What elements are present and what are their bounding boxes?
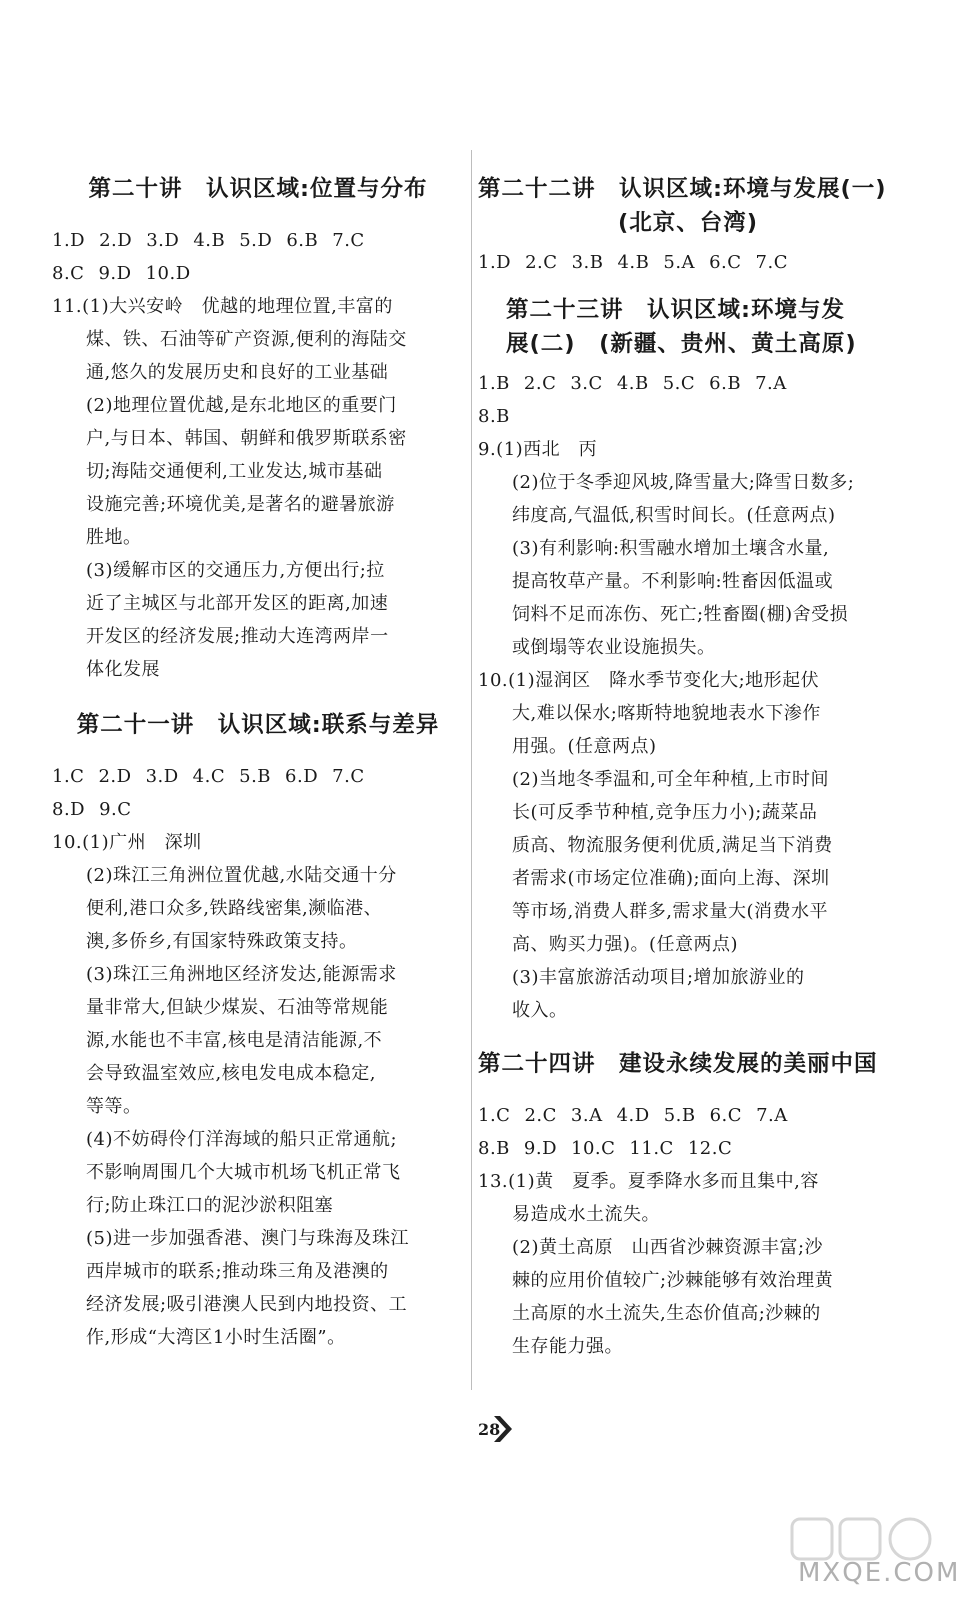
answer-item: 3.D [145,766,179,787]
answer-item: 3.D [146,230,180,251]
answers-24-row2 [478,1132,898,1165]
answer-item: 10.C [571,1138,616,1159]
answer-line: 饲料不足而冻伤、死亡;牲畜圈(棚)舍受损 [512,604,849,625]
answer-line: 收入。 [512,1000,568,1021]
answer-item: 2.C [524,1105,557,1126]
answer-item: 2.D [99,230,133,251]
answer-item: 8.B [478,1138,510,1159]
answer-line: 近了主城区与北部开发区的距离,加速 [86,593,389,614]
answer-item: 2.D [98,766,132,787]
answer-item: 3.B [571,252,604,273]
answer-line: (2)黄土高原 山西省沙棘资源丰富;沙 [512,1237,824,1258]
answer-line: (4)不妨碍伶仃洋海域的船只正常通航; [86,1129,398,1150]
question-9 [478,433,898,664]
answer-item: 8.B [478,406,510,427]
answer-item: 4.C [192,766,226,787]
answer-item: 6.C [709,1105,743,1126]
answer-line: 高、购买力强)。(任意两点) [512,934,739,955]
answer-item: 6.D [285,766,319,787]
answer-item: 9.D [98,263,132,284]
answer-line: 不影响周围几个大城市机场飞机正常飞 [86,1162,401,1183]
answer-item: 4.B [616,373,649,394]
answer-item: 7.C [755,252,788,273]
answer-line: 胜地。 [86,527,142,548]
answer-line: 煤、铁、石油等矿产资源,便利的海陆交 [86,329,407,350]
left-column [52,160,464,1354]
answer-item: 4.B [617,252,650,273]
chevron-right-icon [492,1414,514,1444]
answer-line: (2)当地冬季温和,可全年种植,上市时间 [512,769,829,790]
section-title-23-sub: 展(二) (新疆、贵州、黄土高原) [506,331,857,357]
answer-line: 作,形成“大湾区1小时生活圈”。 [86,1327,346,1348]
answer-item: 12.C [687,1138,733,1159]
answer-item: 1.D [478,252,512,273]
answer-item: 5.A [663,252,696,273]
answer-item: 2.C [525,252,558,273]
section-title-20: 第二十讲 认识区域:位置与分布 [88,176,428,202]
answer-line: (3)有利影响:积雪融水增加土壤含水量, [512,538,830,559]
answers-20-row1 [52,224,464,257]
answer-line: (3)珠江三角洲地区经济发达,能源需求 [86,964,397,985]
answer-item: 7.C [332,230,365,251]
answer-line: 切;海陆交通便利,工业发达,城市基础 [86,461,383,482]
answer-line: 或倒塌等农业设施损失。 [512,637,716,658]
answer-line: 提高牧草产量。不利影响:牲畜因低温或 [512,571,834,592]
answers-22-row1 [478,246,898,279]
answer-line: 等市场,消费人群多,需求量大(消费水平 [512,901,828,922]
answers-21-row2 [52,793,464,826]
section-title-22 [478,172,898,240]
answer-line: 用强。(任意两点) [512,736,657,757]
answer-line: (5)进一步加强香港、澳门与珠海及珠江 [86,1228,409,1249]
section-title-23-main: 第二十三讲 认识区域:环境与发 [506,297,845,323]
answer-line: 易造成水土流失。 [512,1204,660,1225]
answer-item: 3.C [570,373,603,394]
answer-line: 西岸城市的联系;推动珠三角及港澳的 [86,1261,389,1282]
answer-line: 生存能力强。 [512,1336,623,1357]
answers-20-row2 [52,257,464,290]
answer-line: 会导致温室效应,核电发电成本稳定, [86,1063,376,1084]
column-divider [471,150,472,1390]
answer-line: 大,难以保水;喀斯特地貌地表水下渗作 [512,703,821,724]
answer-line: 质高、物流服务便利优质,满足当下消费 [512,835,833,856]
answer-item: 1.D [52,230,86,251]
answer-item: 11.C [629,1138,674,1159]
answer-line: 澳,多侨乡,有国家特殊政策支持。 [86,931,358,952]
answer-line: 源,水能也不丰富,核电是清洁能源,不 [86,1030,383,1051]
answer-line: 纬度高,气温低,积雪时间长。(任意两点) [512,505,836,526]
answer-line: 者需求(市场定位准确);面向上海、深圳 [512,868,830,889]
section-title-24: 第二十四讲 建设永续发展的美丽中国 [478,1051,878,1077]
question-13 [478,1165,898,1363]
answer-item: 5.B [663,1105,696,1126]
answer-item: 10.D [145,263,191,284]
answer-item: 6.B [709,373,742,394]
question-10-right [478,664,898,1027]
answers-21-row1 [52,760,464,793]
answer-line: 11.(1)大兴安岭 优越的地理位置,丰富的 [52,296,393,317]
answer-item: 9.C [99,799,132,820]
section-title-21: 第二十一讲 认识区域:联系与差异 [76,712,440,738]
question-10-left [52,826,464,1354]
answer-line: 量非常大,但缺少煤炭、石油等常规能 [86,997,389,1018]
answers-23-row2 [478,400,898,433]
answer-item: 2.C [523,373,557,394]
section-title-22-sub: (北京、台湾) [617,210,759,236]
answer-item: 5.B [239,766,272,787]
answer-item: 7.C [332,766,365,787]
answer-item: 5.C [662,373,696,394]
answer-line: 等等。 [86,1096,142,1117]
section-title-23 [478,293,898,361]
answer-line: 开发区的经济发展;推动大连湾两岸一 [86,626,389,647]
answer-line: (2)位于冬季迎风坡,降雪量大;降雪日数多; [512,472,855,493]
right-column [478,160,898,1363]
answer-line: 棘的应用价值较广;沙棘能够有效治理黄 [512,1270,834,1291]
answer-line: 长(可反季节种植,竞争压力小);蔬菜品 [512,802,818,823]
answer-item: 4.D [616,1105,650,1126]
answer-line: 13.(1)黄 夏季。夏季降水多而且集中,容 [478,1171,819,1192]
answer-line: 体化发展 [86,659,160,680]
answer-item: 3.A [570,1105,603,1126]
answer-item: 4.B [193,230,226,251]
answer-item: 1.B [478,373,510,394]
answer-line: 户,与日本、韩国、朝鲜和俄罗斯联系密 [86,428,407,449]
answer-item: 8.C [52,263,85,284]
answer-line: 经济发展;吸引港澳人民到内地投资、工 [86,1294,408,1315]
answers-24-row1 [478,1099,898,1132]
answer-line: (2)地理位置优越,是东北地区的重要门 [86,395,397,416]
answer-item: 9.D [523,1138,558,1159]
answer-line: 9.(1)西北 丙 [478,439,598,460]
answer-line: (3)缓解市区的交通压力,方便出行;拉 [86,560,385,581]
page-number: 28 [478,1420,501,1439]
section-title-22-main: 第二十二讲 认识区域:环境与发展(一) [478,176,887,202]
answer-item: 1.C [52,766,85,787]
answer-line: (3)丰富旅游活动项目;增加旅游业的 [512,967,805,988]
answer-line: 设施完善;环境优美,是著名的避暑旅游 [86,494,395,515]
answer-line: 通,悠久的发展历史和良好的工业基础 [86,362,389,383]
question-11 [52,290,464,686]
answer-line: 土高原的水土流失,生态价值高;沙棘的 [512,1303,821,1324]
answer-item: 7.A [756,1105,788,1126]
answers-23-row1 [478,367,898,400]
answer-item: 7.A [755,373,787,394]
answer-line: 10.(1)湿润区 降水季节变化大;地形起伏 [478,670,820,691]
answer-item: 1.C [478,1105,511,1126]
answer-item: 5.D [239,230,273,251]
answer-item: 6.B [286,230,319,251]
answer-line: 便利,港口众多,铁路线密集,濒临港、 [86,898,383,919]
answer-item: 8.D [52,799,86,820]
answer-line: (2)珠江三角洲位置优越,水陆交通十分 [86,865,397,886]
answer-line: 行;防止珠江口的泥沙淤积阻塞 [86,1195,334,1216]
answer-item: 6.C [709,252,742,273]
answer-line: 10.(1)广州 深圳 [52,832,202,853]
watermark-text: MXQE.COM [798,1558,961,1588]
